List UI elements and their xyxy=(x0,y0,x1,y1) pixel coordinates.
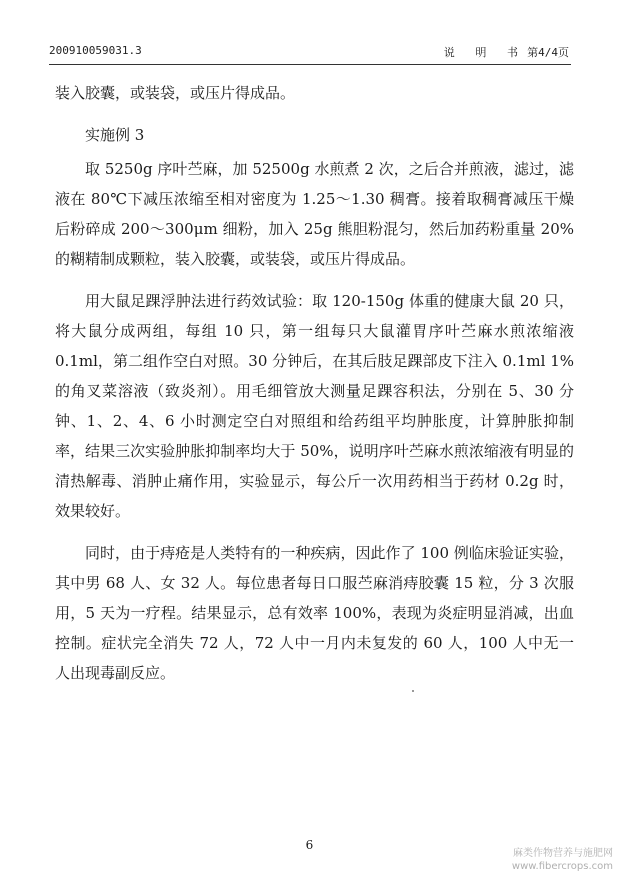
document-header xyxy=(49,42,569,60)
page-number: 6 xyxy=(305,838,314,852)
watermark-name: 麻类作物营养与施肥网 xyxy=(513,848,613,859)
watermark-url: www.fibercrops.com xyxy=(511,861,613,872)
paragraph-preparation: 取 5250g 序叶苎麻，加 52500g 水煎煮 2 次，之后合并煎液，滤过，滤液在 80℃下减压浓缩至相对密度为 1.25～1.30 稠膏。接着取稠膏减压干燥后粉碎成 200～300μm 细粉，加入 25g 熊胆粉混匀，然后加药粉重量 20%的糊精制成颗粒，装入胶囊，或装袋，或压片得成品。 xyxy=(55,160,574,268)
site-watermark xyxy=(483,847,613,873)
example-heading: 实施例 3 xyxy=(85,126,145,144)
paragraph-continuation: 装入胶囊，或装袋，或压片得成品。 xyxy=(55,84,296,102)
scan-speck xyxy=(412,690,414,692)
application-number: 200910059031.3 xyxy=(49,44,142,57)
document-title: 说 明 书 xyxy=(443,46,525,59)
header-divider xyxy=(49,64,571,65)
paragraph-efficacy-test: 用大鼠足踝浮肿法进行药效试验：取 120-150g 体重的健康大鼠 20 只，将大鼠分成两组，每组 10 只，第一组每只大鼠灌胃序叶苎麻水煎浓缩液 0.1ml，第二组作空白对照。30 分钟后，在其后肢足踝部皮下注入 0.1ml 1%的角叉菜溶液（致炎剂）。用毛细管放大测量足踝容积法，分别在 5、30 分钟、1、2、4、6 小时测定空白对照组和给药组平均肿胀度，计算肿胀抑制率，结果三次实验肿胀抑制率均大于 50%，说明序叶苎麻水煎浓缩液有明显的清热解毒、消肿止痛作用，实验显示，每公斤一次用药相当于药材 0.2g 时，效果较好。 xyxy=(55,292,574,520)
document-body xyxy=(55,78,574,700)
paragraph-clinical-trial: 同时，由于痔疮是人类特有的一种疾病，因此作了 100 例临床验证实验，其中男 68 人、女 32 人。每位患者每日口服苎麻消痔胶囊 15 粒，分 3 次服用，5 天为一疗程。结果显示，总有效率 100%，表现为炎症明显消减，出血控制。症状完全消失 72 人，72 人中一月内未复发的 60 人，100 人中无一人出现毒副反应。 xyxy=(55,544,574,682)
page-indicator: 第4/4页 xyxy=(527,46,569,59)
